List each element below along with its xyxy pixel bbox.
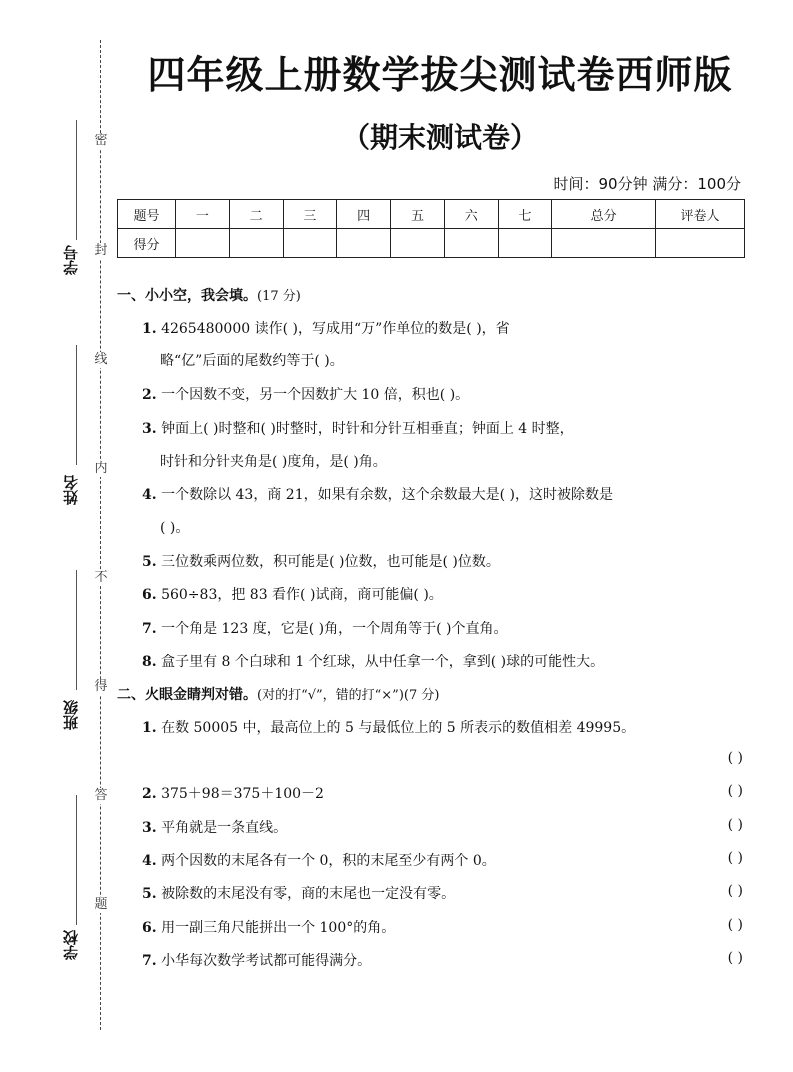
score-cell[interactable] <box>656 229 745 258</box>
question-item <box>142 584 443 604</box>
answer-parentheses[interactable]: ( ) <box>727 783 743 799</box>
question-item <box>142 384 469 404</box>
score-table <box>117 199 745 258</box>
table-cell: 得分 <box>118 229 176 258</box>
question-text: 一个数除以 43，商 21，如果有余数，这个余数最大是( )，这时被除数是 <box>161 487 613 503</box>
table-cell: 六 <box>444 200 498 229</box>
question-number: 3. <box>142 820 157 836</box>
table-cell: 一 <box>176 200 230 229</box>
table-cell: 总分 <box>552 200 656 229</box>
question-item <box>142 318 510 338</box>
answer-parentheses[interactable]: ( ) <box>727 883 743 899</box>
judge-item <box>142 917 395 937</box>
question-text: 用一副三角尺能拼出一个 100°的角。 <box>161 920 396 936</box>
question-text: 在数 50005 中，最高位上的 5 与最低位上的 5 所表示的数值相差 49995。 <box>161 720 636 736</box>
judge-item <box>142 783 324 803</box>
question-number: 6. <box>142 587 157 603</box>
section-2-heading <box>117 684 439 704</box>
question-text: 375＋98＝375＋100－2 <box>161 786 324 802</box>
section-title: 二、火眼金睛判对错。 <box>117 687 257 703</box>
question-number: 5. <box>142 554 157 570</box>
question-item <box>142 418 574 438</box>
seal-char: 题 <box>94 897 108 912</box>
question-number: 1. <box>142 720 157 736</box>
answer-parentheses[interactable]: ( ) <box>727 950 743 966</box>
section-1-heading <box>117 285 301 305</box>
question-number: 4. <box>142 487 157 503</box>
name-line <box>76 345 77 465</box>
question-text: 钟面上( )时整和( )时整时，时针和分针互相垂直；钟面上 4 时整， <box>161 421 574 437</box>
table-cell: 五 <box>391 200 445 229</box>
question-number: 1. <box>142 321 157 337</box>
seal-char: 线 <box>94 352 108 367</box>
judge-item <box>142 950 371 970</box>
question-text-cont: 略“亿”后面的尾数约等于( )。 <box>160 353 344 369</box>
binding-dashed-line <box>100 40 101 1030</box>
school-line <box>76 795 77 925</box>
seal-char: 答 <box>94 788 108 803</box>
question-number: 2. <box>142 786 157 802</box>
question-item <box>142 651 604 671</box>
question-text-cont: ( )。 <box>160 520 190 536</box>
answer-parentheses[interactable]: ( ) <box>727 750 743 766</box>
seal-char: 得 <box>94 679 108 694</box>
judge-item <box>142 817 287 837</box>
question-text: 4265480000 读作( )，写成用“万”作单位的数是( )，省 <box>161 321 510 337</box>
answer-parentheses[interactable]: ( ) <box>727 817 743 833</box>
score-cell[interactable] <box>229 229 283 258</box>
class-label: 班级 <box>62 700 80 730</box>
student-id-line <box>76 120 77 240</box>
answer-parentheses[interactable]: ( ) <box>727 917 743 933</box>
table-cell: 二 <box>229 200 283 229</box>
class-line <box>76 570 77 690</box>
table-cell: 四 <box>337 200 391 229</box>
table-cell: 评卷人 <box>656 200 745 229</box>
question-text-cont: 时针和分针夹角是( )度角，是( )角。 <box>160 454 387 470</box>
score-cell[interactable] <box>498 229 552 258</box>
question-text: 两个因数的末尾各有一个 0，积的末尾至少有两个 0。 <box>161 853 496 869</box>
student-id-label: 学号 <box>62 245 80 275</box>
score-cell[interactable] <box>283 229 337 258</box>
score-table-header-row <box>118 200 745 229</box>
score-cell[interactable] <box>337 229 391 258</box>
score-cell[interactable] <box>391 229 445 258</box>
question-number: 7. <box>142 953 157 969</box>
question-text: 小华每次数学考试都可能得满分。 <box>161 953 372 969</box>
question-number: 8. <box>142 654 157 670</box>
question-text: 560÷83，把 83 看作( )试商，商可能偏( )。 <box>161 587 443 603</box>
seal-char: 不 <box>94 570 108 585</box>
question-item <box>142 484 613 504</box>
answer-parentheses[interactable]: ( ) <box>727 850 743 866</box>
section-points: (17 分) <box>257 289 301 304</box>
table-cell: 七 <box>498 200 552 229</box>
question-number: 2. <box>142 387 157 403</box>
table-cell: 三 <box>283 200 337 229</box>
score-cell[interactable] <box>552 229 656 258</box>
question-text: 三位数乘两位数，积可能是( )位数，也可能是( )位数。 <box>161 554 500 570</box>
question-number: 7. <box>142 621 157 637</box>
score-cell[interactable] <box>444 229 498 258</box>
question-number: 6. <box>142 920 157 936</box>
exam-subtitle: （期末测试卷） <box>341 121 538 154</box>
question-text: 被除数的末尾没有零，商的末尾也一定没有零。 <box>161 886 456 902</box>
question-number: 5. <box>142 886 157 902</box>
question-text: 平角就是一条直线。 <box>161 820 288 836</box>
judge-item <box>142 717 635 737</box>
school-label: 学校 <box>62 930 80 960</box>
question-number: 3. <box>142 421 157 437</box>
seal-char: 封 <box>94 243 108 258</box>
question-number: 4. <box>142 853 157 869</box>
table-cell: 题号 <box>118 200 176 229</box>
score-cell[interactable] <box>176 229 230 258</box>
question-text: 一个因数不变，另一个因数扩大 10 倍，积也( )。 <box>161 387 470 403</box>
seal-char: 内 <box>94 461 108 476</box>
section-note: (对的打“√”，错的打“×”)(7 分) <box>257 688 440 703</box>
question-text: 盒子里有 8 个白球和 1 个红球，从中任拿一个，拿到( )球的可能性大。 <box>161 654 605 670</box>
question-item <box>142 618 507 638</box>
judge-item <box>142 883 455 903</box>
name-label: 姓名 <box>62 475 80 505</box>
question-item <box>142 551 500 571</box>
judge-item <box>142 850 496 870</box>
score-table-score-row <box>118 229 745 258</box>
seal-char: 密 <box>94 133 108 148</box>
section-title: 一、小小空，我会填。 <box>117 288 257 304</box>
question-text: 一个角是 123 度，它是( )角，一个周角等于( )个直角。 <box>161 621 508 637</box>
exam-title: 四年级上册数学拔尖测试卷西师版 <box>147 53 733 97</box>
exam-time-score: 时间：90分钟 满分：100分 <box>553 175 741 193</box>
